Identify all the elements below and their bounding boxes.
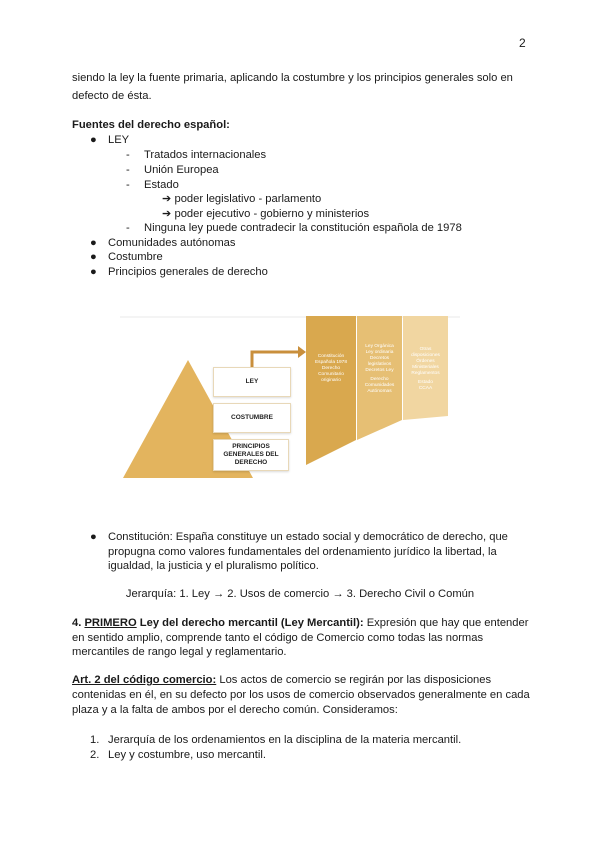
numbered-index: 1. <box>90 734 100 746</box>
estado-sub-label: poder legislativo - parlamento <box>174 193 322 205</box>
constitucion-line-2: propugna como valores fundamentales del ordenamiento jurídico la libertad, la <box>108 546 497 558</box>
arrow-right-icon: ➔ <box>162 193 172 205</box>
bullet-icon: ● <box>90 251 97 263</box>
section4-line-1 <box>72 616 532 631</box>
box-principios: PRINCIPIOS GENERALES DEL DERECHO <box>213 439 289 471</box>
jerarquia-line: Jerarquía: 1. Ley → 2. Usos de comercio → 3. Derecho Civil o Común <box>125 588 475 600</box>
column-1-text <box>306 347 356 391</box>
ley-sub-label: Estado <box>144 179 179 191</box>
column-1-line: Comunitario <box>318 372 344 377</box>
column-3-line: CCAA <box>418 385 433 391</box>
estado-sub-item <box>162 207 369 222</box>
column-2-line: Comunidades <box>364 382 395 388</box>
column-1-line: Española 1978 <box>314 360 347 365</box>
dash-icon: - <box>126 149 130 161</box>
column-3-line: Otras <box>419 346 432 352</box>
intro-line-2: defecto de ésta. <box>72 90 152 102</box>
column-3-line: disposiciones <box>411 352 440 358</box>
column-3-line: Órdenes <box>416 358 435 364</box>
column-2-line: Autónomas <box>367 388 392 394</box>
column-1-line: Derecho <box>321 366 341 371</box>
sources-heading: Fuentes del derecho español: <box>72 119 230 131</box>
column-2-line: Derecho <box>370 376 389 382</box>
numbered-text: Ley y costumbre, uso mercantil. <box>108 749 266 761</box>
bullet-icon: ● <box>90 531 97 543</box>
legal-sources-diagram <box>120 312 460 492</box>
dash-icon: - <box>126 179 130 191</box>
art2-line1-rest: Los actos de comercio se regirán por las disposiciones <box>219 674 492 686</box>
arrow-head-icon <box>298 346 306 358</box>
section4-title: Ley del derecho mercantil (Ley Mercantil): <box>139 617 364 629</box>
ley-sub-label: Tratados internacionales <box>144 149 267 161</box>
box-costumbre: COSTUMBRE <box>213 403 291 433</box>
column-2-line: Ley Orgánica <box>365 343 394 349</box>
constitucion-line-1-wrap <box>108 530 508 545</box>
bullet-label: Principios generales de derecho <box>108 266 268 278</box>
section4-line-3: mercantiles de rango legal y reglamentario. <box>72 646 287 658</box>
bullet-label: Comunidades autónomas <box>108 237 236 249</box>
estado-sub-item <box>162 192 321 207</box>
constitucion-label: Constitución: <box>108 531 173 543</box>
constitucion-line-1: España constituye un estado social y democrático de derecho, que <box>175 531 508 543</box>
numbered-text: Jerarquía de los ordenamientos en la disciplina de la materia mercantil. <box>108 734 462 746</box>
art2-line-3: plaza y a la falta de ambos por el derecho común. Consideramos: <box>72 704 398 716</box>
column-3-line: Estado <box>418 379 433 385</box>
section4-line-2: en sentido amplio, comprende tanto el código de Comercio como todas las normas <box>72 632 484 644</box>
section4-line1-rest: Expresión que hay que entender <box>366 617 529 629</box>
page-number: 2 <box>519 36 526 50</box>
bullet-icon: ● <box>90 134 97 146</box>
constitucion-line-3: igualdad, la justicia y el pluralismo político. <box>108 560 319 572</box>
art2-line-1 <box>72 673 532 688</box>
dash-icon: - <box>126 222 130 234</box>
art2-title: Art. 2 del código comercio: <box>72 674 217 686</box>
column-3-line: Ministeriales <box>412 364 439 370</box>
arrow-right-icon: ➔ <box>162 208 172 220</box>
column-2-line: Ley ordinaria <box>365 349 394 355</box>
ley-note-label: Ninguna ley puede contradecir la constitución española de 1978 <box>144 222 462 234</box>
column-2-line: legislativos <box>367 361 392 367</box>
column-2-text <box>357 338 402 400</box>
column-1-line: Constitución <box>317 354 345 359</box>
art2-line-2: contenidas en él, en su defecto por los usos de comercio observados generalmente en cada <box>72 689 530 701</box>
ley-sub-label: Unión Europea <box>144 164 219 176</box>
bullet-icon: ● <box>90 266 97 278</box>
bullet-label: LEY <box>108 134 130 146</box>
column-3-line: Reglamentos <box>411 370 440 376</box>
column-2-line: Decretos Ley <box>365 367 394 373</box>
section4-number: 4. <box>72 617 82 629</box>
box-ley: LEY <box>213 367 291 397</box>
estado-sub-label: poder ejecutivo - gobierno y ministerios <box>174 208 370 220</box>
column-2-line: Decretos <box>369 355 390 361</box>
bullet-label: Costumbre <box>108 251 163 263</box>
column-1-line: originario <box>321 378 341 383</box>
intro-line-1: siendo la ley la fuente primaria, aplicando la costumbre y los principios generales solo en <box>72 72 513 84</box>
numbered-index: 2. <box>90 749 100 761</box>
section4-primero: PRIMERO <box>84 617 137 629</box>
dash-icon: - <box>126 164 130 176</box>
column-3-text <box>403 338 448 400</box>
bullet-icon: ● <box>90 237 97 249</box>
